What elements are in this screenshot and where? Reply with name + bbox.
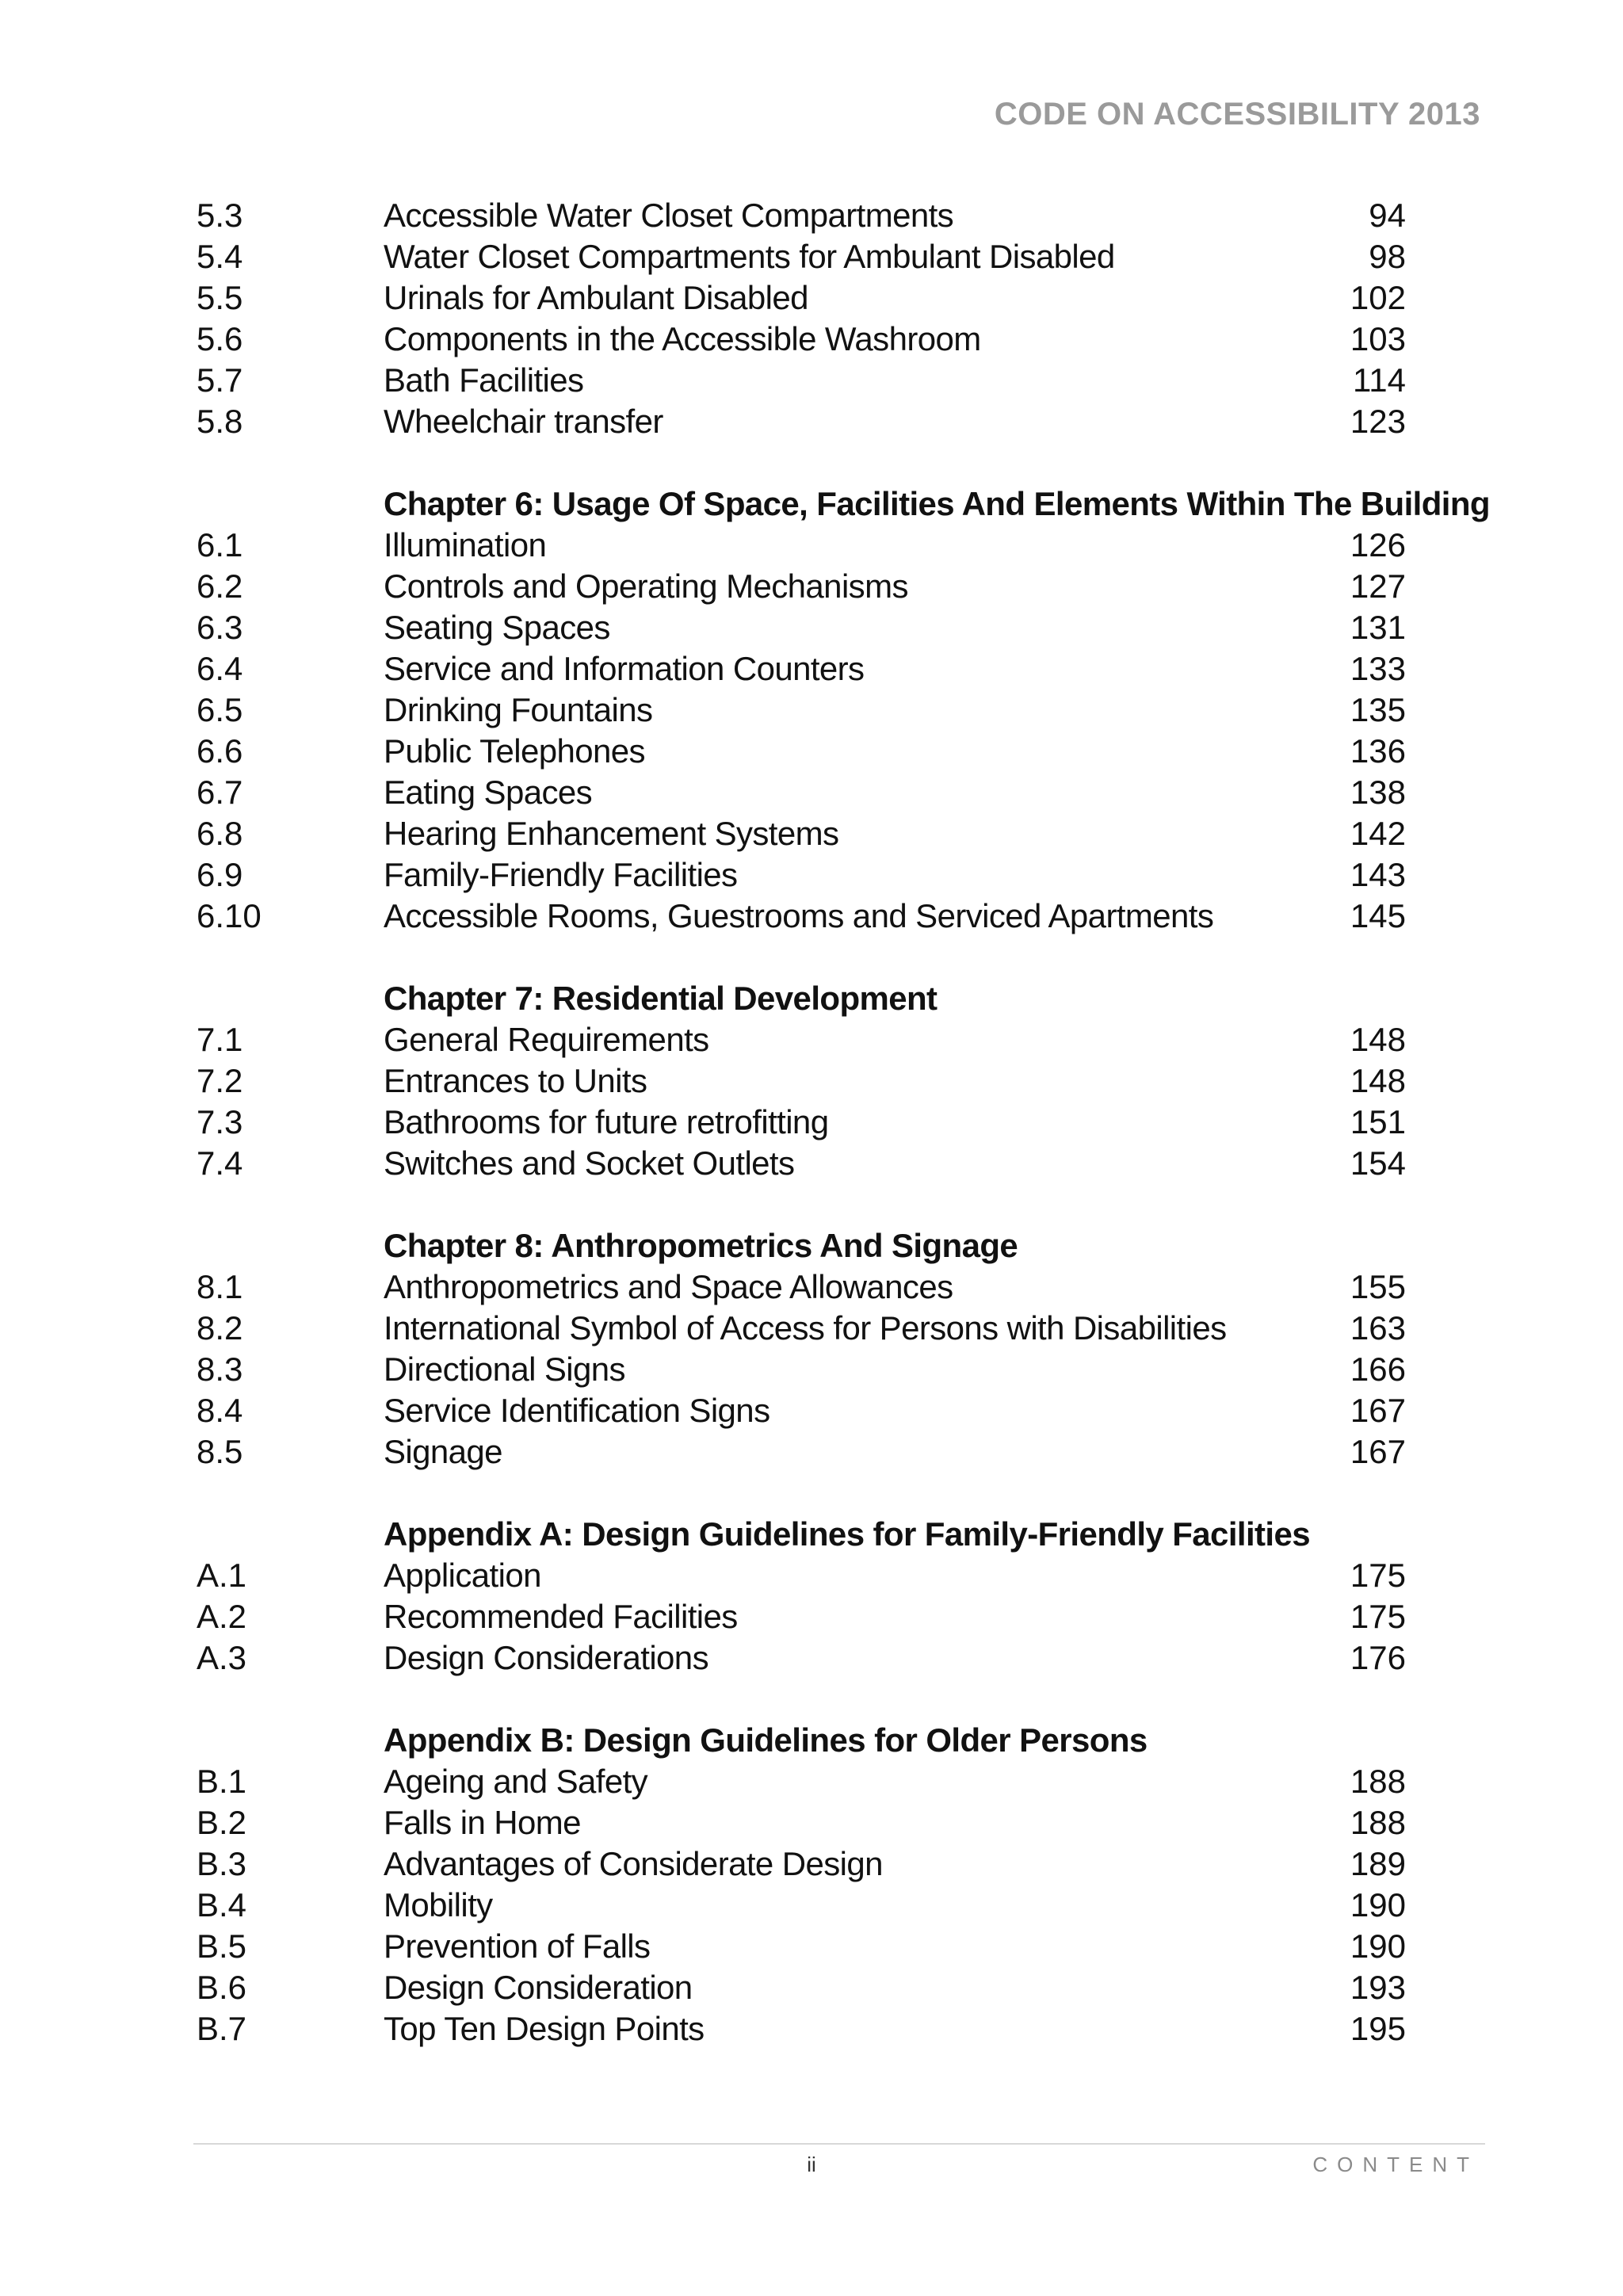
toc-entry: [197, 566, 1406, 607]
toc-entry-page: 135: [1350, 691, 1406, 728]
toc-entry-title: Bath Facilities: [384, 361, 584, 399]
toc-entry-title: Ageing and Safety: [384, 1763, 648, 1800]
toc-entry-title: Application: [384, 1557, 541, 1594]
toc-entry-title: Design Considerations: [384, 1639, 708, 1676]
toc-entry: [197, 1308, 1406, 1349]
toc-entry-title: Accessible Rooms, Guestrooms and Serviced Apartments: [384, 897, 1214, 934]
toc-entry: [197, 1102, 1406, 1143]
toc-entry-page: 166: [1350, 1350, 1406, 1388]
toc-entry: [197, 896, 1406, 937]
toc-chapter-heading: Chapter 7: Residential Development: [384, 980, 938, 1017]
running-header-title: CODE ON ACCESSIBILITY 2013: [994, 97, 1480, 132]
toc-entry-page: 154: [1350, 1144, 1406, 1182]
toc-chapter-heading: Appendix A: Design Guidelines for Family-Friendly Facilities: [384, 1515, 1310, 1553]
toc-entry-page: 102: [1350, 279, 1406, 316]
toc-entry: [197, 1266, 1406, 1308]
toc-section: [197, 978, 1406, 1184]
toc-entry-number: 6.5: [197, 691, 243, 728]
toc-chapter-heading: Chapter 6: Usage Of Space, Facilities And Elements Within The Building: [384, 485, 1490, 522]
toc-entry: [197, 690, 1406, 731]
toc-entry: [197, 813, 1406, 854]
toc-entry: [197, 319, 1406, 360]
table-of-contents: [197, 195, 1490, 2050]
toc-entry-title: Wheelchair transfer: [384, 403, 663, 440]
toc-section: [197, 483, 1490, 937]
toc-entry: [197, 1060, 1406, 1102]
toc-entry-title: Switches and Socket Outlets: [384, 1144, 795, 1182]
toc-entry-page: 190: [1350, 1886, 1406, 1924]
toc-entry-title: Directional Signs: [384, 1350, 625, 1388]
toc-entry-number: 6.7: [197, 774, 243, 811]
toc-entry-number: 6.4: [197, 650, 243, 687]
toc-entry-title: Mobility: [384, 1886, 493, 1924]
toc-entry-number: 8.1: [197, 1268, 243, 1305]
toc-entry-number: 5.4: [197, 238, 243, 275]
toc-entry: [197, 1555, 1406, 1596]
toc-entry-page: 103: [1350, 320, 1406, 357]
toc-entry: [197, 1967, 1406, 2008]
toc-entry-title: Prevention of Falls: [384, 1927, 651, 1965]
toc-entry-title: Drinking Fountains: [384, 691, 653, 728]
toc-entry-title: Family-Friendly Facilities: [384, 856, 738, 893]
toc-entry-page: 175: [1350, 1557, 1406, 1594]
toc-entry-number: 8.3: [197, 1350, 243, 1388]
toc-entry: [197, 1802, 1406, 1843]
toc-entry: [197, 1390, 1406, 1431]
toc-entry-page: 133: [1350, 650, 1406, 687]
toc-entry-page: 167: [1350, 1392, 1406, 1429]
toc-entry: [197, 1349, 1406, 1390]
toc-entry-number: 7.4: [197, 1144, 243, 1182]
toc-entry-number: 7.3: [197, 1103, 243, 1140]
toc-entry-number: B.1: [197, 1763, 247, 1800]
toc-entry-page: 127: [1350, 567, 1406, 605]
toc-entry-title: Signage: [384, 1433, 502, 1470]
toc-entry-number: 5.5: [197, 279, 243, 316]
toc-entry: [197, 360, 1406, 401]
toc-entry-number: 6.3: [197, 609, 243, 646]
toc-entry: [197, 607, 1406, 648]
toc-entry-number: 8.4: [197, 1392, 243, 1429]
toc-entry-number: B.7: [197, 2010, 247, 2047]
toc-entry-title: Service and Information Counters: [384, 650, 865, 687]
toc-entry: [197, 854, 1406, 896]
toc-entry-number: B.6: [197, 1969, 247, 2006]
toc-entry-number: 6.9: [197, 856, 243, 893]
toc-entry-number: B.4: [197, 1886, 247, 1924]
toc-entry: [197, 1019, 1406, 1060]
footer-page-number: ii: [807, 2153, 816, 2176]
toc-entry-number: A.1: [197, 1557, 247, 1594]
toc-entry: [197, 195, 1406, 236]
toc-entry-number: 5.7: [197, 361, 243, 399]
toc-entry: [197, 648, 1406, 690]
toc-entry-number: 7.1: [197, 1021, 243, 1058]
toc-entry: [197, 772, 1406, 813]
toc-entry: [197, 525, 1406, 566]
toc-entry-title: Seating Spaces: [384, 609, 610, 646]
toc-entry-title: Illumination: [384, 526, 547, 563]
toc-entry-number: 8.2: [197, 1309, 243, 1347]
toc-entry: [197, 1143, 1406, 1184]
toc-entry-page: 114: [1353, 361, 1406, 399]
toc-entry-title: International Symbol of Access for Persons with Disabilities: [384, 1309, 1227, 1347]
toc-entry-title: Bathrooms for future retrofitting: [384, 1103, 829, 1140]
toc-entry-number: 6.6: [197, 732, 243, 770]
toc-entry-number: 8.5: [197, 1433, 243, 1470]
toc-entry-number: 5.8: [197, 403, 243, 440]
toc-entry-number: B.3: [197, 1845, 247, 1882]
footer-section-label: CONTENT: [1312, 2153, 1479, 2176]
toc-entry-page: 136: [1350, 732, 1406, 770]
toc-entry-page: 163: [1350, 1309, 1406, 1347]
toc-entry: [197, 1885, 1406, 1926]
toc-entry-page: 145: [1350, 897, 1406, 934]
toc-entry-page: 151: [1350, 1103, 1406, 1140]
toc-chapter-heading: Appendix B: Design Guidelines for Older Persons: [384, 1721, 1148, 1759]
toc-entry: [197, 1431, 1406, 1473]
toc-entry-title: Advantages of Considerate Design: [384, 1845, 883, 1882]
toc-entry: [197, 1596, 1406, 1637]
toc-entry-title: Water Closet Compartments for Ambulant Disabled: [384, 238, 1115, 275]
toc-entry: [197, 1926, 1406, 1967]
toc-entry-page: 176: [1350, 1639, 1406, 1676]
toc-entry: [197, 1761, 1406, 1802]
toc-entry-number: B.5: [197, 1927, 247, 1965]
toc-entry: [197, 1637, 1406, 1679]
toc-entry-number: 6.8: [197, 815, 243, 852]
toc-entry-page: 155: [1350, 1268, 1406, 1305]
footer-divider: [193, 2143, 1485, 2145]
toc-entry-title: Design Consideration: [384, 1969, 693, 2006]
toc-section: [197, 1720, 1406, 2050]
toc-entry-page: 126: [1350, 526, 1406, 563]
toc-entry-title: Controls and Operating Mechanisms: [384, 567, 908, 605]
toc-entry-title: Hearing Enhancement Systems: [384, 815, 839, 852]
toc-entry-title: Service Identification Signs: [384, 1392, 770, 1429]
toc-entry-title: Components in the Accessible Washroom: [384, 320, 981, 357]
toc-entry-title: Urinals for Ambulant Disabled: [384, 279, 808, 316]
toc-entry: [197, 2008, 1406, 2050]
toc-entry-page: 189: [1350, 1845, 1406, 1882]
toc-entry-page: 98: [1369, 238, 1406, 275]
toc-entry-title: Accessible Water Closet Compartments: [384, 197, 954, 234]
toc-entry-title: Entrances to Units: [384, 1062, 647, 1099]
toc-entry-page: 131: [1350, 609, 1406, 646]
toc-entry-page: 143: [1350, 856, 1406, 893]
toc-section: [197, 1514, 1406, 1679]
toc-entry-title: Falls in Home: [384, 1804, 581, 1841]
toc-section: [197, 195, 1406, 442]
toc-entry: [197, 401, 1406, 442]
toc-entry-page: 193: [1350, 1969, 1406, 2006]
toc-chapter-heading: Chapter 8: Anthropometrics And Signage: [384, 1227, 1018, 1264]
toc-entry-page: 167: [1350, 1433, 1406, 1470]
toc-entry-number: 5.3: [197, 197, 243, 234]
toc-entry-title: General Requirements: [384, 1021, 709, 1058]
toc-entry-number: 5.6: [197, 320, 243, 357]
toc-entry-number: B.2: [197, 1804, 247, 1841]
toc-entry-title: Recommended Facilities: [384, 1598, 738, 1635]
toc-entry-title: Top Ten Design Points: [384, 2010, 705, 2047]
toc-entry: [197, 277, 1406, 319]
toc-entry-page: 188: [1350, 1763, 1406, 1800]
toc-entry-page: 148: [1350, 1062, 1406, 1099]
toc-entry-page: 148: [1350, 1021, 1406, 1058]
toc-entry-page: 175: [1350, 1598, 1406, 1635]
toc-entry-number: 6.2: [197, 567, 243, 605]
toc-entry-title: Public Telephones: [384, 732, 645, 770]
toc-entry-number: 6.10: [197, 897, 262, 934]
toc-entry-title: Anthropometrics and Space Allowances: [384, 1268, 953, 1305]
toc-entry-number: 6.1: [197, 526, 243, 563]
toc-entry-page: 138: [1350, 774, 1406, 811]
toc-entry: [197, 236, 1406, 277]
toc-entry-number: 7.2: [197, 1062, 243, 1099]
toc-entry-title: Eating Spaces: [384, 774, 593, 811]
toc-entry-page: 188: [1350, 1804, 1406, 1841]
toc-entry-page: 123: [1350, 403, 1406, 440]
toc-entry-page: 190: [1350, 1927, 1406, 1965]
toc-entry-page: 142: [1350, 815, 1406, 852]
toc-entry-page: 195: [1350, 2010, 1406, 2047]
toc-entry: [197, 731, 1406, 772]
toc-entry-number: A.3: [197, 1639, 247, 1676]
toc-entry-page: 94: [1369, 197, 1406, 234]
toc-entry: [197, 1843, 1406, 1885]
toc-entry-number: A.2: [197, 1598, 247, 1635]
toc-section: [197, 1225, 1406, 1473]
